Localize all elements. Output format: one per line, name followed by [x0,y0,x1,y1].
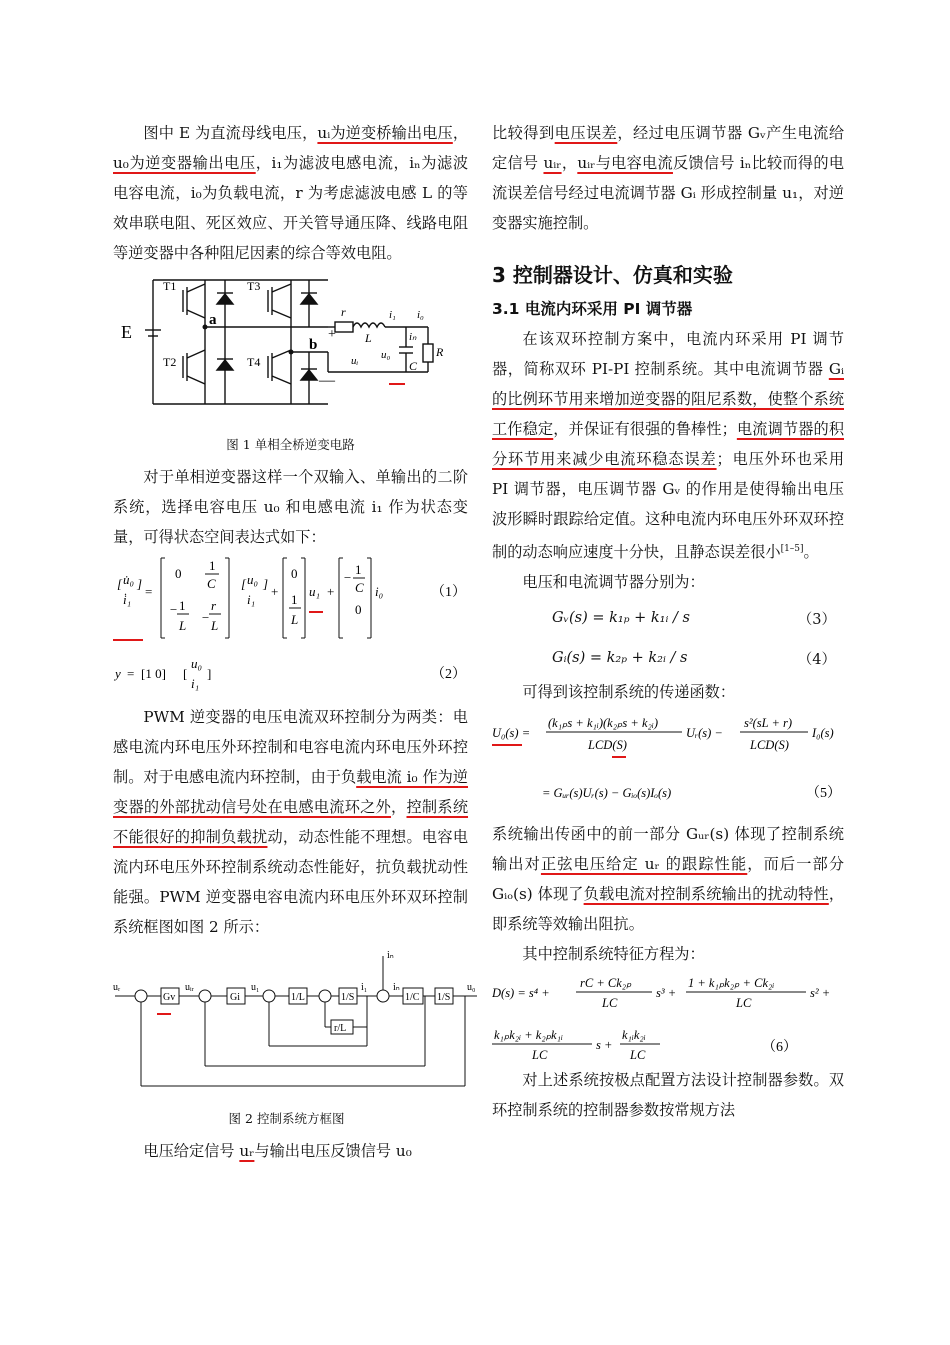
svg-text:=: = [145,584,153,599]
svg-text:[: [ [241,576,247,591]
svg-text:s² +: s² + [810,986,831,1001]
svg-text:i₁: i₁ [247,592,256,607]
equation-6 [492,969,844,1065]
svg-text:LC: LC [602,996,618,1011]
fig2-1S: 1/S [341,992,355,1003]
equation-5-number: （5） [806,786,841,802]
fig2-ur: uᵣ [113,982,121,993]
svg-text:u̇₀: u̇₀ [123,572,135,587]
paragraph-transfer-function: 可得到该控制系统的传递函数： [522,683,736,702]
svg-text:LC: LC [736,996,752,1011]
svg-text:]: ] [137,576,143,591]
label-u0: u₀ [381,349,391,361]
svg-text:(k₁ₚs + k₁ᵢ)(k₂ₚs + k₂ᵢ): (k₁ₚs + k₁ᵢ)(k₂ₚs + k₂ᵢ) [548,716,658,731]
svg-text:C: C [207,576,216,591]
svg-text:LC: LC [532,1048,548,1063]
svg-text:=: = [127,666,135,681]
label-T2: T2 [163,355,177,369]
paragraph-circuit-description: 图中 E 为直流母线电压，uᵢ为逆变桥输出电压，u₀为逆变器输出电压，i₁为滤波电感电流，iₙ为滤波电容电流，i₀为负载电流，r 为考虑滤波电感 L 的等效串联电阻、死区效应、开关管导通压降、线路电阻等逆变器中各种阻尼因素的综合等效电阻。 [113,124,469,262]
svg-text:s +: s + [596,1038,613,1053]
svg-text:Uᵣ(s) −: Uᵣ(s) − [686,726,723,741]
fig2-Gv: Gv [163,992,176,1003]
right-column [492,118,844,1125]
svg-text:LCD(S): LCD(S) [588,738,627,753]
paragraph-characteristic: 其中控制系统特征方程为： [522,945,705,964]
svg-text:−: − [343,570,352,585]
svg-text:= Gᵤᵣ(s)Uᵣ(s) − Gᵢₒ(s)Iₒ(s): = Gᵤᵣ(s)Uᵣ(s) − Gᵢₒ(s)Iₒ(s) [542,786,672,801]
svg-text:+: + [327,584,335,599]
fig2-uo: u₀ [467,982,476,993]
paragraph-output-analysis: 系统输出传函中的前一部分 Gᵤᵣ(s) 体现了控制系统输出对正弦电压给定 uᵣ 的跟踪性能，而后一部分 Gᵢₒ(s) 体现了负载电流对控制系统输出的扰动特性，即系统等效输出阻抗。 [492,825,845,934]
paragraph-pwm-control: PWM 逆变器的电压电流双环控制分为两类：电感电流内环电压外环控制和电容电流内环电压外环控制。对于电感电流内环控制，由于负载电流 i₀ 作为逆变器的外部扰动信号处在电感电流环之外，控制系统不能很好的抑制负载扰动，动态性能不理想。电容电流内环电压外环控制系统动态性能好，抗负载扰动性能强。PWM 逆变器电容电流内环电压外环双环控制系统框图如图 2 所示： [113,708,469,936]
figure-2-block-diagram [105,946,476,1130]
svg-text:1: 1 [209,558,216,573]
label-L: L [365,331,372,345]
svg-text:1 + k₁ₚk₂ₚ + Ck₂ᵢ: 1 + k₁ₚk₂ₚ + Ck₂ᵢ [688,976,775,991]
fig2-rL: r/L [334,1023,347,1034]
equation-2-output [113,644,468,702]
label-i1: i₁ [389,309,396,321]
svg-text:[: [ [183,666,188,681]
svg-text:D(s) = s⁴ +: D(s) = s⁴ + [492,986,550,1001]
svg-text:i₀: i₀ [375,584,384,599]
svg-text:k₁ₚk₂ᵢ + k₂ₚk₁ᵢ: k₁ₚk₂ᵢ + k₂ₚk₁ᵢ [494,1028,563,1043]
svg-text:1: 1 [179,598,186,613]
figure-1-full-bridge-circuit [113,272,468,456]
svg-text:0: 0 [175,566,182,581]
svg-text:U₀(s) =: U₀(s) = [492,726,531,741]
equation-4-body: Gᵢ(s) = k₂ₚ + k₂ᵢ / s [552,650,688,667]
plus-sign: + [328,327,336,342]
fig2-Gi: Gi [230,992,240,1003]
label-b: b [309,337,318,353]
label-C: C [409,359,418,373]
label-T4: T4 [247,355,261,369]
svg-text:rC + Ck₂ₚ: rC + Ck₂ₚ [580,976,632,991]
section-3-heading: 3 控制器设计、仿真和实验 [492,263,733,287]
fig2-ic-top: iₙ [387,950,394,961]
paragraph-pole-placement: 对上述系统按极点配置方法设计控制器参数。双环控制系统的控制器参数按常规方法 [492,1071,844,1120]
svg-text:+: + [271,584,279,599]
svg-text:LCD(S): LCD(S) [750,738,789,753]
svg-text:LC: LC [630,1048,646,1063]
label-T3: T3 [247,279,261,293]
equation-1 [113,552,468,644]
label-ic: iₙ [409,331,417,343]
label-a: a [209,312,217,328]
fig2-1L: 1/L [291,992,305,1003]
svg-text:y: y [115,666,121,681]
svg-text:[1 0]: [1 0] [141,666,166,681]
svg-text:L: L [179,618,187,633]
circuit-diagram [113,272,468,422]
label-ui: uᵢ [351,355,359,367]
svg-text:0: 0 [355,602,362,617]
svg-text:0: 0 [291,566,298,581]
svg-text:1: 1 [355,562,362,577]
svg-text:u₀: u₀ [191,656,203,671]
fig2-i1: i₁ [361,982,368,993]
equation-6-number: （6） [762,1040,797,1056]
fig2-uir: uᵢᵣ [185,982,194,993]
fig2-ic: iₙ [393,982,400,993]
svg-text:I₀(s): I₀(s) [812,726,834,741]
equation-4 [492,637,844,677]
label-r: r [341,305,346,319]
fig2-u1: u₁ [251,982,260,993]
equation-3-number: （3） [797,612,836,629]
svg-text:[: [ [117,576,123,591]
equation-2 [113,644,468,702]
svg-text:L: L [211,618,219,633]
label-io: i₀ [417,309,424,321]
control-block-diagram [105,946,480,1096]
equation-1-matrix [113,552,468,644]
section-3-1-heading: 3.1 电流内环采用 PI 调节器 [492,300,693,318]
figure-1-caption: 图 1 单相全桥逆变电路 [226,437,355,452]
paragraph-regulators: 电压和电流调节器分别为： [522,573,705,592]
fig2-1S-2: 1/S [437,992,451,1003]
equation-2-number: （2） [431,667,466,682]
paragraph-error-comparison: 比较得到电压误差，经过电压调节器 Gᵥ产生电流给定信号 uᵢᵣ，uᵢᵣ与电容电流反馈信号 iₙ比较而得的电流误差信号经过电流调节器 Gᵢ 形成控制量 u₁，对逆变器实施控制。 [492,124,845,232]
svg-text:r: r [211,598,217,613]
equation-5-transfer [492,707,844,819]
svg-text:i̇₁: i̇₁ [123,592,132,607]
equation-3 [492,597,844,637]
label-R: R [436,345,444,359]
svg-text:s²(sL + r): s²(sL + r) [744,716,793,731]
svg-text:u₀: u₀ [247,572,259,587]
equation-1-number: （1） [431,585,466,600]
svg-text:i₁: i₁ [191,676,200,691]
fig2-1C: 1/C [405,992,420,1003]
svg-text:L: L [291,612,299,627]
svg-text:s³ +: s³ + [656,986,677,1001]
label-E: E [121,322,132,342]
svg-text:1: 1 [291,592,298,607]
label-T1: T1 [163,279,177,293]
equation-3-body: Gᵥ(s) = k₁ₚ + k₁ᵢ / s [552,610,690,627]
figure-2-caption: 图 2 控制系统方框图 [228,1111,345,1126]
equation-6-characteristic [492,969,844,1065]
svg-text:u₁: u₁ [309,584,321,599]
equation-4-number: （4） [797,652,836,669]
svg-text:]: ] [263,576,269,591]
left-column [113,118,476,1166]
paragraph-pi-controller: 在该双环控制方案中，电流内环采用 PI 调节器，简称双环 PI-PI 控制系统。其中电流调节器 Gᵢ 的比例环节用来增加逆变器的阻尼系数，使整个系统工作稳定，并保证有很强的鲁棒性；电流调节器的积分环节用来减少电流环稳态误差；电压外环也采用 PI 调节器，电压调节器 Gᵥ 的作用是使得输出电压波形瞬时跟踪给定值。这种电流内环电压外环双环控制的动态响应速度十分快，且静态误差很小[1–5]。 [492,330,845,562]
equation-5 [492,707,844,819]
svg-text:k₁ᵢk₂ᵢ: k₁ᵢk₂ᵢ [622,1028,646,1043]
paragraph-state-variables: 对于单相逆变器这样一个双输入、单输出的二阶系统，选择电容电压 u₀ 和电感电流 i₁ 作为状态变量，可得状态空间表达式如下： [113,468,468,546]
svg-text:]: ] [207,666,212,681]
minus-sign: — [319,372,335,389]
svg-text:C: C [355,580,364,595]
paragraph-voltage-signal: 电压给定信号 uᵣ与输出电压反馈信号 u₀ [143,1142,412,1160]
svg-text:−: − [169,602,178,617]
svg-text:−: − [201,610,210,625]
